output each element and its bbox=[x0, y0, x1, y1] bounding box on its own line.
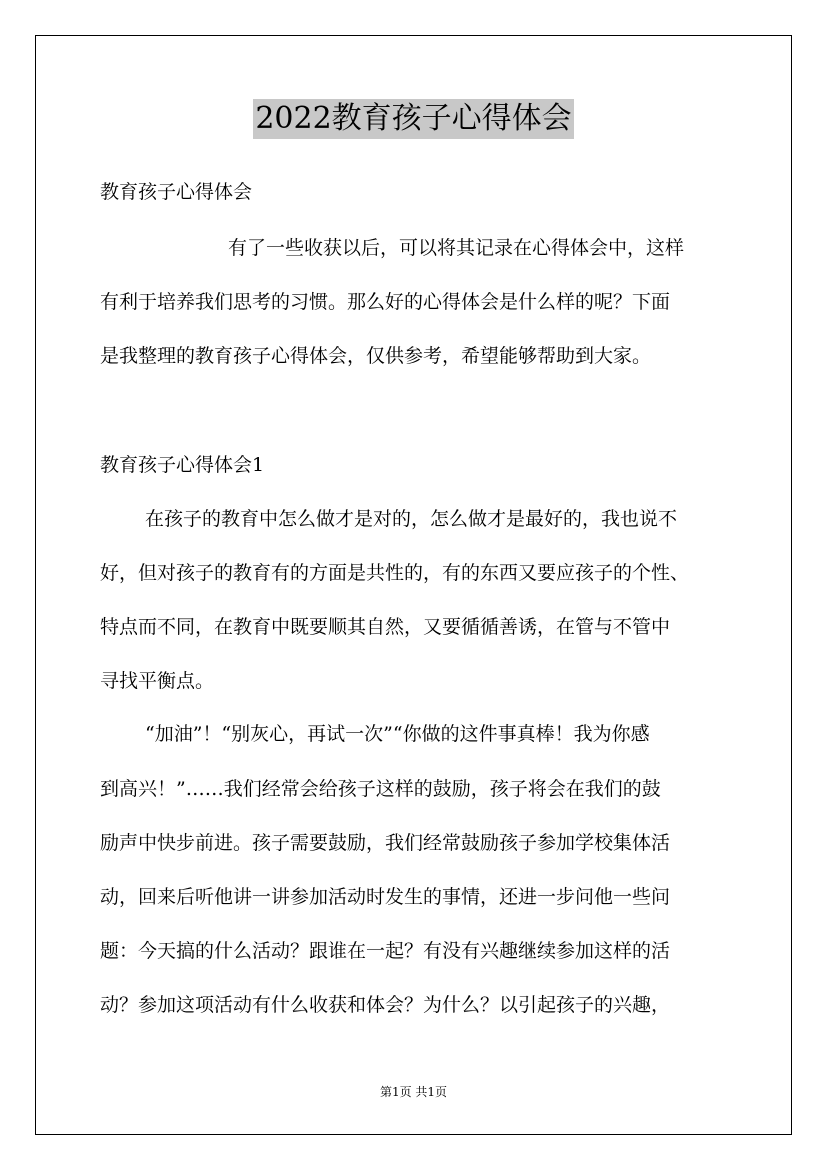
para2-line-1: “加油”！“别灰心，再试一次”“你做的这件事真棒！我为你感 bbox=[145, 723, 650, 745]
intro-line-3: 是我整理的教育孩子心得体会，仅供参考，希望能够帮助到大家。 bbox=[100, 345, 652, 367]
para2-line-6: 动？参加这项活动有什么收获和体会？为什么？以引起孩子的兴趣， bbox=[100, 994, 671, 1016]
intro-line-1: 有了一些收获以后，可以将其记录在心得体会中，这样 bbox=[228, 237, 685, 259]
document-subtitle: 教育孩子心得体会 bbox=[100, 181, 253, 203]
para1-line-2: 好，但对孩子的教育有的方面是共性的，有的东西又要应孩子的个性、 bbox=[100, 562, 690, 584]
para2-line-4: 动，回来后听他讲一讲参加活动时发生的事情，还进一步问他一些问 bbox=[100, 886, 671, 908]
para2-line-2: 到高兴！”……我们经常会给孩子这样的鼓励，孩子将会在我们的鼓 bbox=[100, 778, 661, 800]
title-container bbox=[0, 99, 827, 139]
document-title: 2022教育孩子心得体会 bbox=[253, 99, 573, 139]
para2-line-5: 题：今天搞的什么活动？跟谁在一起？有没有兴趣继续参加这样的活 bbox=[100, 940, 671, 962]
para1-line-1: 在孩子的教育中怎么做才是对的，怎么做才是最好的，我也说不 bbox=[145, 508, 678, 530]
para2-line-3: 励声中快步前进。孩子需要鼓励，我们经常鼓励孩子参加学校集体活 bbox=[100, 832, 671, 854]
section-heading: 教育孩子心得体会1 bbox=[100, 454, 265, 476]
page-footer: 第1页 共1页 bbox=[379, 1085, 448, 1099]
para1-line-4: 寻找平衡点。 bbox=[100, 670, 215, 692]
para1-line-3: 特点而不同，在教育中既要顺其自然，又要循循善诱，在管与不管中 bbox=[100, 616, 671, 638]
intro-line-2: 有利于培养我们思考的习惯。那么好的心得体会是什么样的呢？下面 bbox=[100, 291, 671, 313]
